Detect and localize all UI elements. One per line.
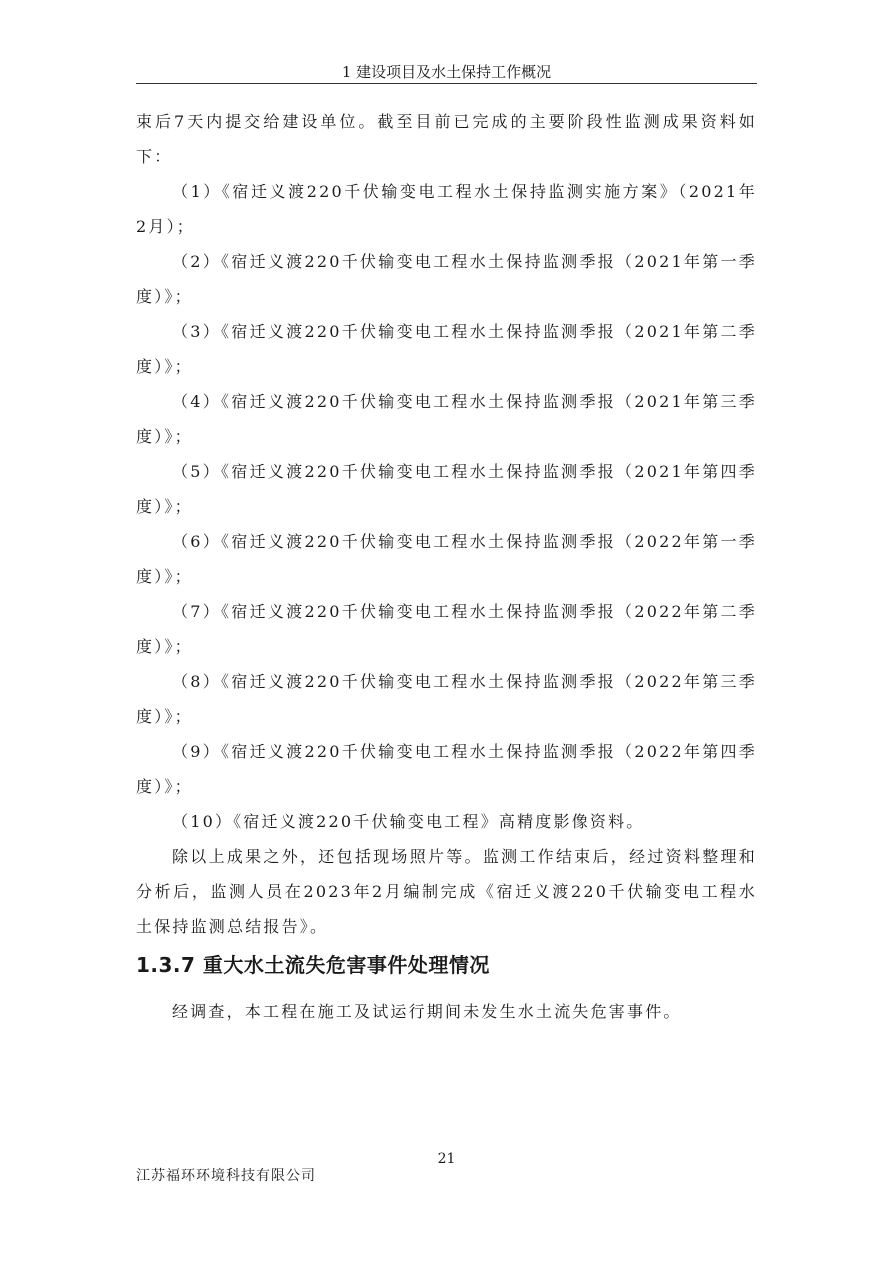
section-heading: 1.3.7 重大水土流失危害事件处理情况 <box>136 953 490 977</box>
running-header: 1 建设项目及水土保持工作概况 <box>341 63 552 81</box>
section-paragraph: 经调查，本工程在施工及试运行期间未发生水土流失危害事件。 <box>172 1002 682 1021</box>
section-body <box>136 994 757 1029</box>
list-item: （4）《宿迁义渡220千伏输变电工程水土保持监测季报（2021年第三季度）》； <box>136 392 757 446</box>
list-item: （5）《宿迁义渡220千伏输变电工程水土保持监测季报（2021年第四季度）》； <box>136 462 757 516</box>
header-rule <box>136 83 757 84</box>
list-item: （1）《宿迁义渡220千伏输变电工程水土保持监测实施方案》（2021年2月）； <box>136 182 757 236</box>
list-item: （7）《宿迁义渡220千伏输变电工程水土保持监测季报（2022年第二季度）》； <box>136 602 757 656</box>
intro-paragraph: 束后7天内提交给建设单位。截至目前已完成的主要阶段性监测成果资料如下： <box>136 112 757 166</box>
list-item: （8）《宿迁义渡220千伏输变电工程水土保持监测季报（2022年第三季度）》； <box>136 672 757 726</box>
closing-paragraph: 除以上成果之外，还包括现场照片等。监测工作结束后，经过资料整理和分析后，监测人员在2023年2月编制完成《宿迁义渡220千伏输变电工程水土保持监测总结报告》。 <box>136 847 757 936</box>
list-item: （9）《宿迁义渡220千伏输变电工程水土保持监测季报（2022年第四季度）》； <box>136 742 757 796</box>
page-number: 21 <box>437 1151 456 1167</box>
company-name: 江苏福环环境科技有限公司 <box>136 1168 316 1184</box>
list-item: （10）《宿迁义渡220千伏输变电工程》高精度影像资料。 <box>172 812 645 831</box>
list-item: （6）《宿迁义渡220千伏输变电工程水土保持监测季报（2022年第一季度）》； <box>136 532 757 586</box>
list-item: （3）《宿迁义渡220千伏输变电工程水土保持监测季报（2021年第二季度）》； <box>136 322 757 376</box>
list-item: （2）《宿迁义渡220千伏输变电工程水土保持监测季报（2021年第一季度）》； <box>136 252 757 306</box>
body-text <box>136 104 757 944</box>
